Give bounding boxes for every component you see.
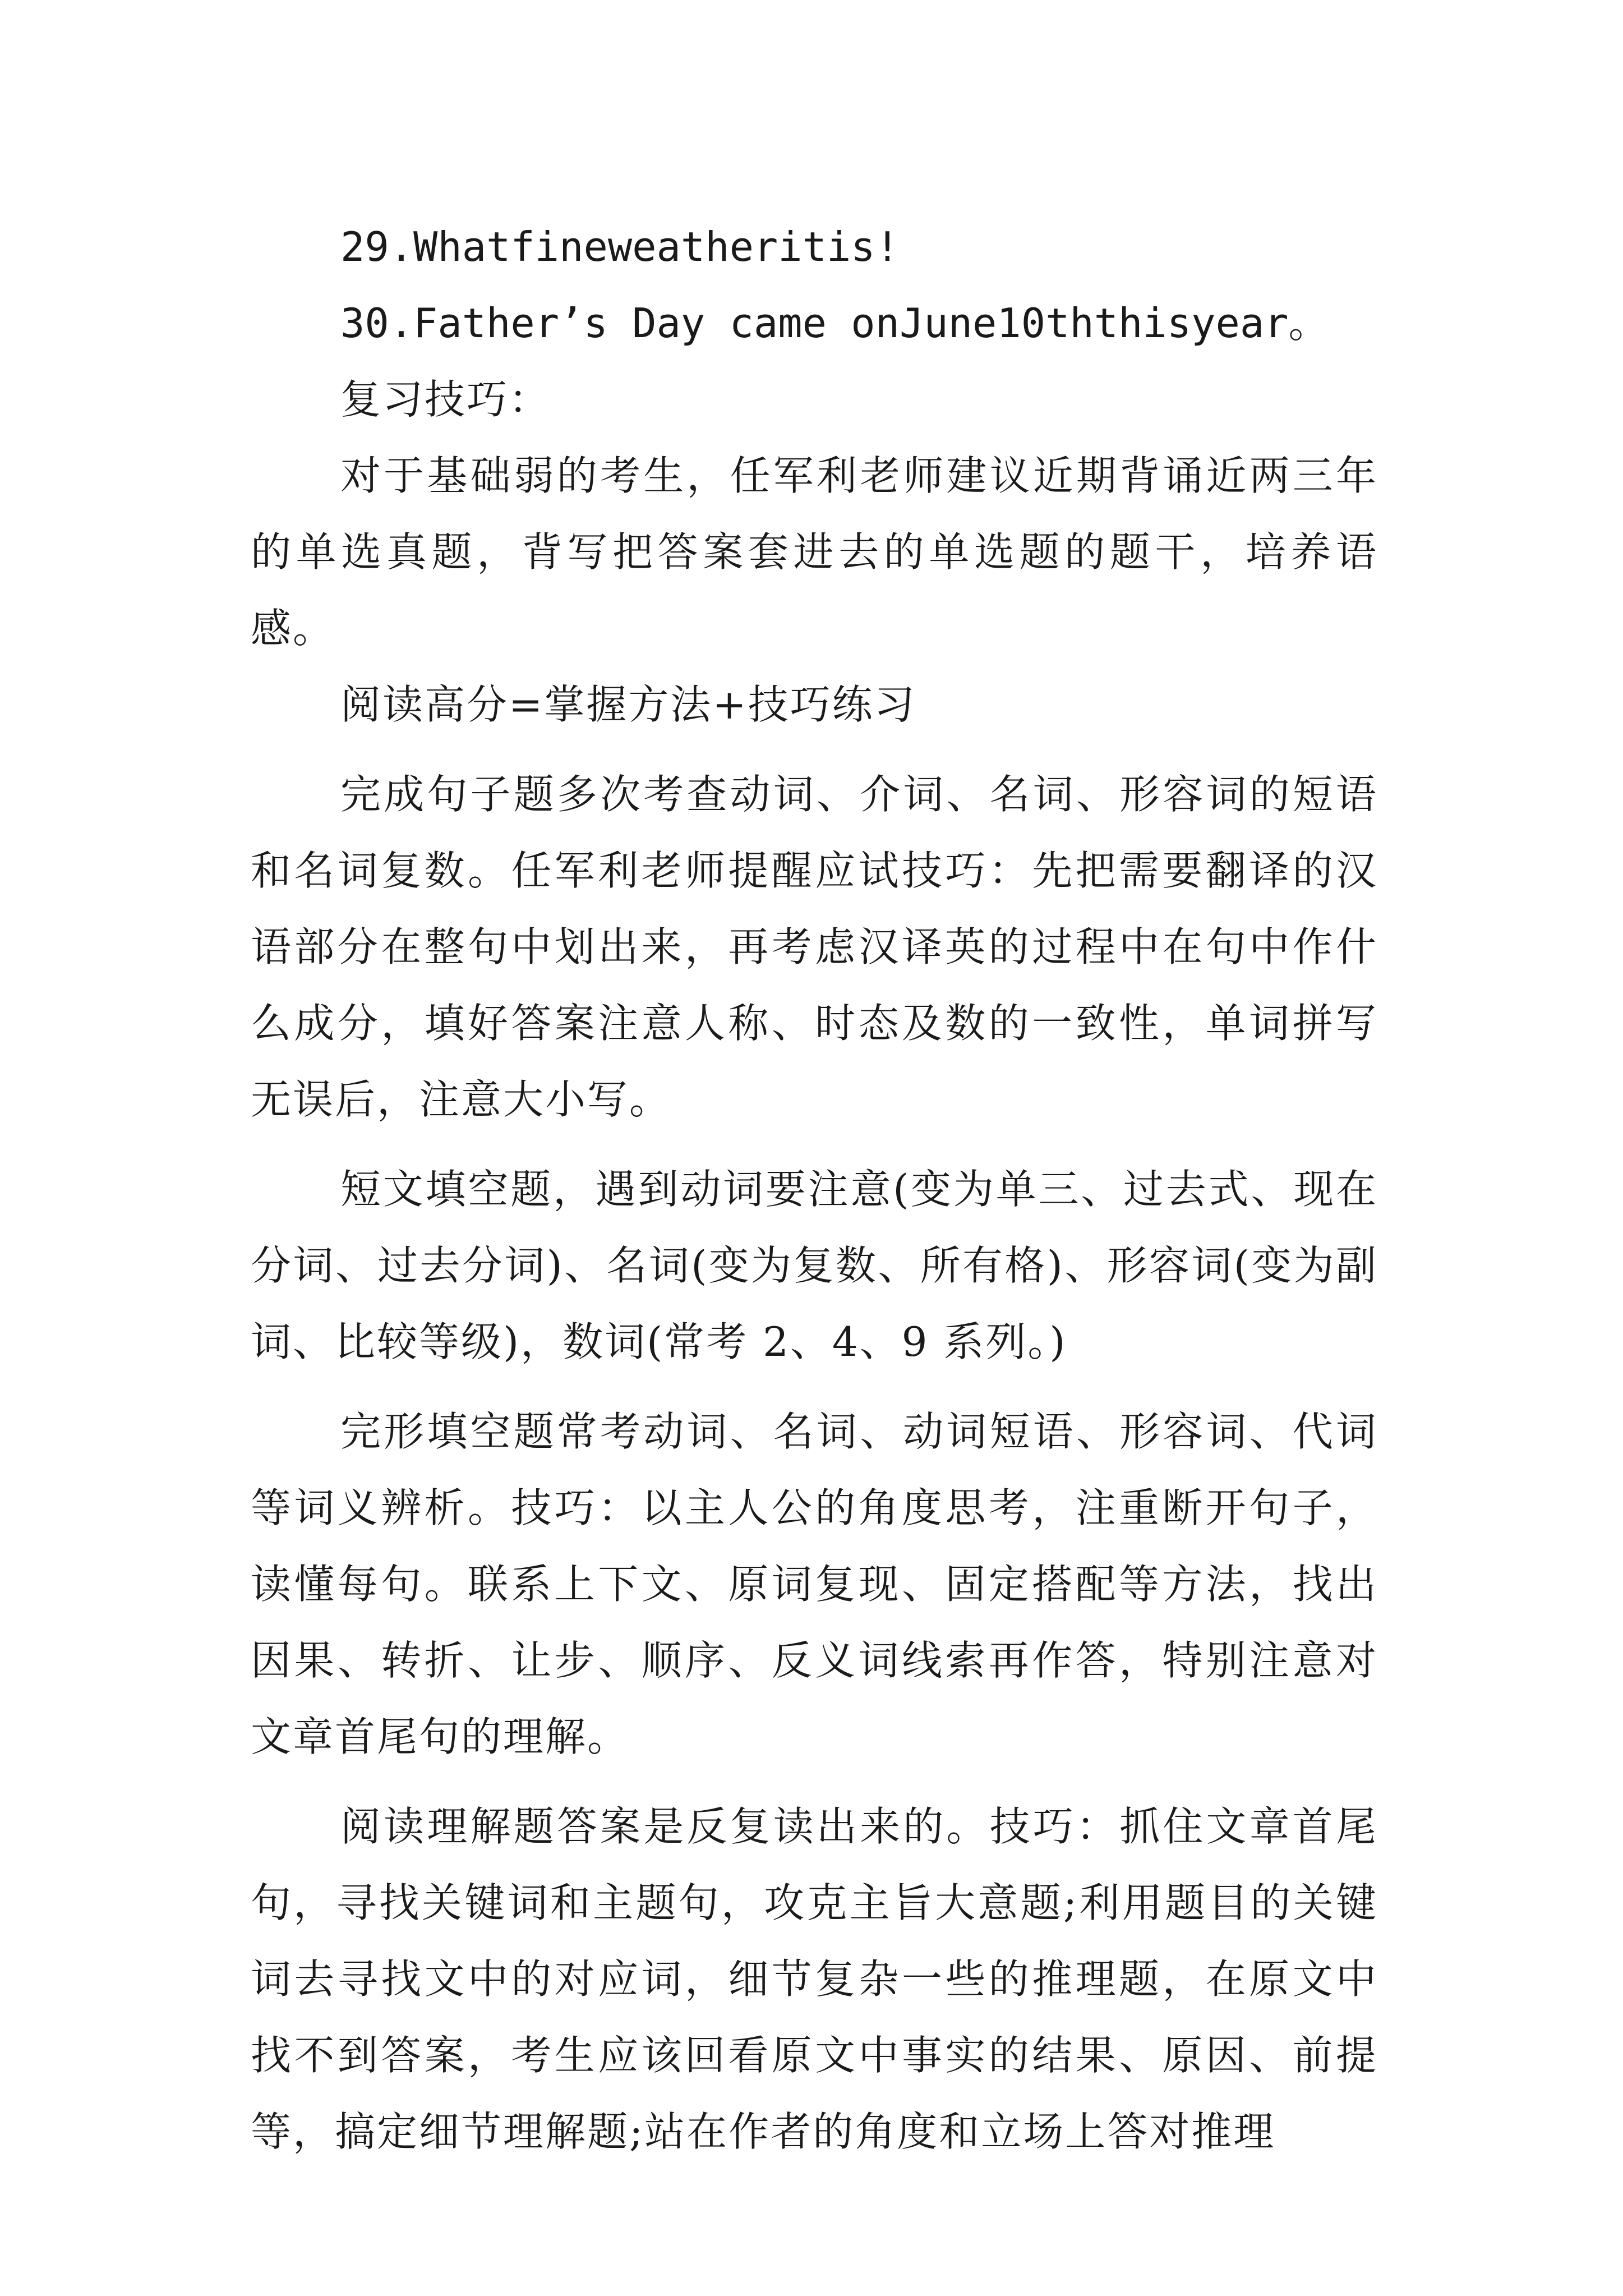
paragraph-cloze-test: 完形填空题常考动词、名词、动词短语、形容词、代词等词义辨析。技巧：以主人公的角度思考，注重断开句子，读懂每句。联系上下文、原词复现、固定搭配等方法，找出因果、转折、让步、顺序、反义词线索再作答，特别注意对文章首尾句的理解。: [251, 1408, 1378, 1760]
section-heading-review-tips: 复习技巧：: [340, 376, 551, 423]
paragraph-reading-comprehension: 阅读理解题答案是反复读出来的。技巧：抓住文章首尾句，寻找关键词和主题句，攻克主旨大意题;利用题目的关键词去寻找文中的对应词，细节复杂一些的推理题，在原文中找不到答案，考生应该回看原文中事实的结果、原因、前提等，搞定细节理解题;站在作者的角度和立场上答对推理: [251, 1803, 1378, 2155]
paragraph-weak-students-advice: 对于基础弱的考生，任军利老师建议近期背诵近两三年的单选真题，背写把答案套进去的单选题的题干，培养语感。: [251, 452, 1378, 652]
paragraph-sentence-completion: 完成句子题多次考查动词、介词、名词、形容词的短语和名词复数。任军利老师提醒应试技巧：先把需要翻译的汉语部分在整句中划出来，再考虑汉译英的过程中在句中作什么成分，填好答案注意人称、时态及数的一致性，单词拼写无误后，注意大小写。: [251, 771, 1378, 1123]
paragraph-item-29: 29.Whatfineweatheritis!: [340, 223, 900, 270]
section-heading-reading-score: 阅读高分=掌握方法+技巧练习: [340, 681, 916, 728]
document-body: [251, 209, 1378, 2170]
paragraph-passage-fill-blank: 短文填空题，遇到动词要注意(变为单三、过去式、现在分词、过去分词)、名词(变为复数、所有格)、形容词(变为副词、比较等级)，数词(常考 2、4、9 系列。): [251, 1166, 1378, 1365]
paragraph-item-30: 30.Father’s Day came onJune10ththisyear。: [340, 300, 1329, 347]
